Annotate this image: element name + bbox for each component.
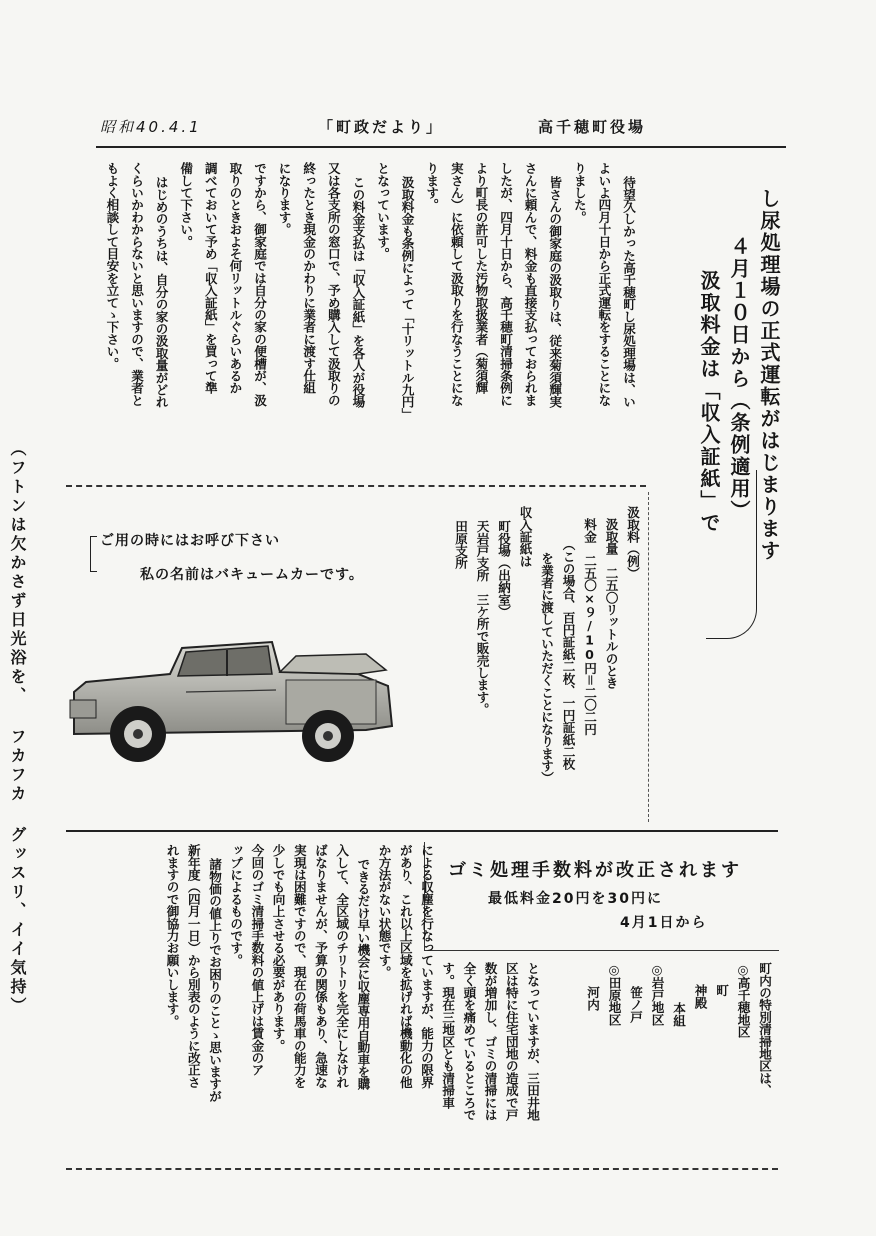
district-line: 河内 — [585, 986, 600, 1011]
article1-body-line: はじめのうちは、自分の家の汲取量がどれ — [153, 176, 169, 408]
article2-body-line: 入して、全区域のチリトリを完全にしなけれ — [334, 844, 350, 1088]
article2-subtitle-1: 最低料金20円を30円に — [488, 891, 663, 907]
district-line: 町 — [714, 984, 729, 997]
fee-example-line: （この場合、百円証紙二枚、一円証紙二枚 — [560, 538, 576, 770]
section-divider-2 — [66, 830, 778, 832]
article2-body-line: ップによるものです。 — [228, 844, 244, 966]
article1-body-line: より町長の許可した汚物取扱業者（菊須輝 — [473, 162, 489, 394]
article2-body-line: 全く頭を痛めているところで — [461, 962, 477, 1121]
fee-example-line: 収入証紙は — [517, 506, 533, 567]
fee-example-line: を業者に渡していただくことになります） — [539, 552, 554, 784]
article2-body-line: による収塵を行なっていますが、能力の限界 — [419, 844, 434, 1088]
section-divider-1 — [66, 485, 646, 487]
article1-body-line: さんに頼んで、料金も直接支払っておられま — [522, 162, 538, 406]
article2-body-line: 実現は困難ですので、現在の荷馬車の能力を — [291, 844, 307, 1088]
district-line: 笹ノ戸 — [628, 986, 643, 1023]
district-line: 町内の特別清掃地区は、 — [757, 962, 772, 1097]
header-rule — [96, 146, 786, 148]
column-divider — [648, 492, 649, 822]
side-note: （フトンは欠かさず日光浴を、 フカフカ グッスリ、イイ気持） — [8, 440, 27, 1016]
article1-body-line: りました。 — [571, 162, 587, 223]
article1-body-line: となっています。 — [375, 162, 390, 260]
article2-title: ゴミ処理手数料が改正されます — [448, 860, 742, 881]
district-line: ◎岩戸地区 — [649, 962, 665, 1026]
article2-body-line: 区は特に住宅団地の造成で戸 — [503, 962, 519, 1121]
article1-body-line: ですから、御家庭では自分の家の便槽が、汲 — [252, 162, 267, 406]
callout-text-2: 私の名前はバキュームカーです。 — [140, 567, 364, 583]
callout-text-1: ご用の時にはお呼び下さい — [100, 533, 280, 549]
vacuum-car-illustration — [66, 630, 396, 780]
article1-body-line: よいよ四月十日から正式運転をすることにな — [596, 162, 612, 406]
district-line: ◎田原地区 — [606, 962, 622, 1026]
fee-example-line: 田原支所 — [453, 520, 468, 569]
article1-body-line: 又は各支所の窓口で、予め購入して汲取りの — [325, 162, 341, 406]
article2-body-line: ばなりませんが、予算の関係もあり、急速な — [313, 844, 328, 1088]
article1-body-line: 実さん）に依頼して汲取りを行なうことにな — [448, 162, 464, 406]
issue-date: 昭和40.4.1 — [100, 118, 202, 136]
article1-body-line: ります。 — [424, 162, 440, 211]
fee-example-line: 汲取料（例） — [625, 506, 640, 580]
article1-body-line: この料金支払は「収入証紙」を各人が役場 — [350, 176, 366, 408]
footer-rule — [66, 1168, 778, 1170]
newsletter-title: 「町政だより」 — [318, 118, 445, 136]
publisher-name: 高千穂町役場 — [538, 118, 647, 136]
district-line: 本組 — [671, 1002, 686, 1027]
article2-body-line: す。現在三地区とも清掃車 — [440, 962, 456, 1109]
article1-headline-3: 汲取料金は「収入証紙」で — [697, 270, 721, 534]
district-line: 神殿 — [692, 984, 708, 1009]
article2-body-line: できるだけ早い機会に収塵専用自動車を購 — [355, 858, 371, 1090]
fee-example-line: 天岩戸支所 三ケ所で販売します。 — [474, 520, 490, 716]
article1-body-line: くらいかわからないと思いますので、業者と — [129, 162, 144, 406]
article1-body-line: もよく相談して目安を立てゝ下さい。 — [104, 162, 120, 370]
article2-body-line: があり、これ以上区域を拡げれば機動化の他 — [397, 844, 413, 1088]
article1-body-line: 待望久しかった高千穂町し尿処理場は、い — [621, 176, 636, 408]
article1-body-line: になります。 — [276, 162, 292, 236]
article2-body-line: 新年度（四月一日）から別表のように改正さ — [185, 844, 201, 1088]
article1-body-line: 皆さんの御家庭の汲取りは、従来菊須輝実 — [547, 176, 563, 408]
article1-body-line: したが、四月十日から、高千穂町清掃条例に — [498, 162, 513, 406]
headline-bracket — [706, 470, 757, 639]
article1-headline-1: し尿処理場の正式運転がはじまります — [757, 188, 781, 562]
article2-body-line: れますので御協力お願いします。 — [164, 844, 180, 1027]
district-line: ◎高千穂地区 — [735, 962, 751, 1038]
callout-bracket — [90, 536, 97, 572]
article2-body-line: となっていますが、三田井地 — [525, 962, 540, 1121]
article2-body-line: 今回のゴミ清掃手数料の値上げは賃金のア — [249, 844, 265, 1076]
fee-example-line: 町役場（出納室） — [496, 520, 511, 618]
article1-body-line: 取りのときおよそ何リットルぐらいあるか — [227, 162, 243, 394]
article1-body-line: 終ったとき現金のかわりに業者に渡す仕組 — [301, 162, 317, 394]
article2-body-line: 数が増加し、ゴミの清掃には — [482, 962, 498, 1121]
article2-subtitle-2: 4月1日から — [620, 915, 708, 931]
fee-example-line: 汲取量 二五〇リットルのとき — [603, 518, 619, 689]
article1-headline-2: ４月１０日から（条例適用） — [727, 236, 751, 522]
article2-body-line: か方法がない状態です。 — [376, 844, 392, 979]
article1-body-line: 備して下さい。 — [178, 162, 194, 248]
article2-body-line: 少しでも向上させる必要があります。 — [270, 844, 286, 1052]
article1-body-line: 調べておいて予め「収入証紙」を買って準 — [202, 162, 218, 394]
article1-body-line: 汲取料金も条例によって「十リットル九円」 — [399, 176, 415, 420]
article2-body-line: 諸物価の値上りでお困りのことゝ思いますが — [207, 858, 222, 1102]
fee-example-line: 料金 二五〇×９/10円＝二〇二円 — [582, 518, 597, 735]
